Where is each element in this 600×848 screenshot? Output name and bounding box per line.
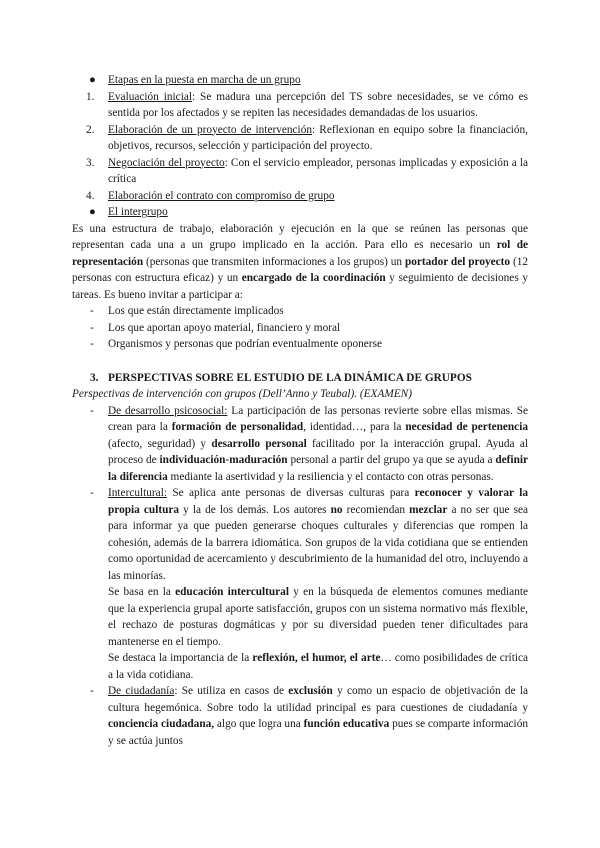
- text-run: Se basa en la: [108, 586, 176, 598]
- bold-term: desarrollo personal: [211, 437, 307, 450]
- bold-term: reconocer y valorar la propia cultura: [108, 487, 528, 516]
- list-item-text: Los que aportan apoyo material, financiero y moral: [108, 321, 341, 334]
- text-run: recomiendan: [342, 503, 410, 516]
- text-run: y seguimiento de decisiones y tareas. Es bueno invitar a participar a:: [72, 272, 528, 301]
- dash-marker: -: [90, 487, 94, 499]
- bold-term: reflexión, el humor, el arte: [252, 652, 381, 664]
- stage-text: : Con el servicio empleador, personas implicadas y exposición a la crítica: [108, 156, 528, 185]
- text-run: Es una estructura de trabajo, elaboración y ejecución en la que se reúnen las personas que representan cada una a un grupo implicado en la acción. Para ello es necesario un: [72, 222, 528, 251]
- text-run: : Se utiliza en casos de: [174, 685, 289, 697]
- section-title: PERSPECTIVAS SOBRE EL ESTUDIO DE LA DINÁMICA DE GRUPOS: [108, 371, 472, 384]
- dash-marker: -: [90, 404, 94, 417]
- bold-term: individuación-maduración: [159, 454, 288, 466]
- stage-text: : Reflexionan en equipo sobre la financiación, objetivos, recursos, selección y participación del proyecto.: [108, 123, 528, 152]
- dash-marker: -: [90, 338, 94, 350]
- dash-marker: -: [90, 305, 94, 317]
- bold-term: encargado de la coordinación: [241, 272, 386, 284]
- text-run: … como posibilidades de crítica a la vida cotidiana.: [108, 652, 529, 681]
- text-run: Se destaca la importancia de la: [108, 652, 253, 664]
- intergrupo-heading: El intergrupo: [108, 206, 168, 218]
- stage-title: Elaboración de un proyecto de intervención: [108, 123, 312, 136]
- document-page: [72, 72, 528, 749]
- text-run: personal a partir del grupo ya que se ayuda a: [287, 454, 496, 466]
- perspective-title: De desarrollo psicosocial:: [108, 404, 228, 417]
- stage-title: Elaboración el contrato con compromiso de grupo: [108, 189, 335, 202]
- text-run: facilitado por la interacción grupal. Ayuda al proceso de: [108, 437, 528, 466]
- section-subtitle: Perspectivas de intervención con grupos (Dell’Anno y Teubal). (EXAMEN): [72, 388, 412, 400]
- stage-item: [72, 122, 528, 155]
- intercultural-paragraph-3: [72, 650, 528, 683]
- section-heading: [72, 370, 528, 387]
- text-run: Se aplica ante personas de diversas culturas para: [166, 487, 415, 499]
- stage-number: 3.: [86, 156, 95, 169]
- text-run: pues se comparte información y se actúa juntos: [108, 718, 528, 747]
- text-run: mediante la asertividad y la resiliencia y el contacto con otras personas.: [167, 470, 494, 483]
- text-run: a no ser que sea para informar ya que pueden generarse choques culturales y diferencias que rompen la cohesión, además de la barrera idiomática. Son grupos de la vida cotidiana que se entienden como oportunidad de acercamiento y descubrimiento de la humanidad del otro, incluyendo a las minorías.: [108, 503, 529, 582]
- section-number: 3.: [90, 371, 99, 384]
- dash-marker: -: [90, 321, 94, 334]
- text-run: y la de los demás. Los autores: [179, 503, 331, 516]
- bold-term: necesidad de pertenencia: [405, 421, 528, 433]
- list-item-text: Los que están directamente implicados: [108, 305, 284, 317]
- text-run: (12 personas con estructura eficaz) y un: [72, 255, 528, 284]
- text-run: algo que logra una: [214, 718, 304, 730]
- stage-text: : Se madura una percepción del TS sobre necesidades, se ve cómo es sentida por los afectados y se repiten las necesidades demandadas de los usuarios.: [108, 90, 528, 119]
- stage-title: Evaluación inicial: [108, 90, 192, 103]
- list-item-text: Organismos y personas que podrían eventualmente oponerse: [108, 338, 382, 350]
- bold-term: definir la diferencia: [108, 454, 529, 483]
- perspective-title: Intercultural:: [108, 487, 167, 499]
- perspective-title: De ciudadanía: [108, 685, 175, 697]
- stages-heading: Etapas en la puesta en marcha de un grupo: [108, 74, 301, 86]
- stages-heading-item: [72, 72, 528, 89]
- intergrupo-paragraph: [72, 221, 528, 304]
- bold-term: portador del proyecto: [404, 255, 511, 268]
- bold-term: formación de personalidad: [171, 421, 304, 433]
- text-run: y en la búsqueda de elementos comunes mediante que la experiencia grupal aporte satisfacción, grupos con un sistema normativo más flexible, el rechazo de posturas dogmáticas y por su diversidad pueden tener dificultades para mantenerse en el tiempo.: [108, 586, 529, 648]
- stage-number: 2.: [86, 123, 95, 136]
- text-run: , identidad…, para la: [303, 421, 406, 433]
- stage-number: 4.: [86, 189, 95, 202]
- bold-term: no: [330, 503, 343, 516]
- list-item: [72, 303, 528, 320]
- stage-item: [72, 89, 528, 122]
- bold-term: rol de representación: [72, 239, 529, 268]
- perspective-item-psicosocial: [72, 403, 528, 486]
- stage-item: [72, 155, 528, 188]
- perspective-item-ciudadania: [72, 683, 528, 749]
- text-run: (personas que transmiten informaciones a los grupos) un: [143, 255, 405, 268]
- bullet-marker: ●: [89, 206, 96, 218]
- text-run: La participación de las personas revierte sobre ellas mismas. Se crean para la: [108, 404, 529, 433]
- bold-term: mezclar: [409, 503, 448, 516]
- list-item: [72, 320, 528, 337]
- bullet-marker: ●: [89, 74, 96, 86]
- list-item: [72, 336, 528, 353]
- text-run: y como un espacio de objetivación de la cultura hegemónica. Sobre todo la utilidad principal es para cuestiones de ciudadanía y: [108, 685, 528, 714]
- bold-term: función educativa: [303, 718, 390, 730]
- perspective-item-intercultural: [72, 485, 528, 584]
- bold-term: conciencia ciudadana,: [108, 718, 215, 730]
- stage-number: 1.: [86, 90, 95, 103]
- bold-term: exclusión: [288, 685, 333, 697]
- stage-title: Negociación del proyecto: [108, 156, 225, 169]
- intergrupo-heading-item: [72, 204, 528, 221]
- bold-term: educación intercultural: [175, 586, 289, 598]
- stage-item: [72, 188, 528, 205]
- dash-marker: -: [90, 685, 94, 697]
- intercultural-paragraph-2: [72, 584, 528, 650]
- text-run: (afecto, seguridad) y: [108, 437, 212, 450]
